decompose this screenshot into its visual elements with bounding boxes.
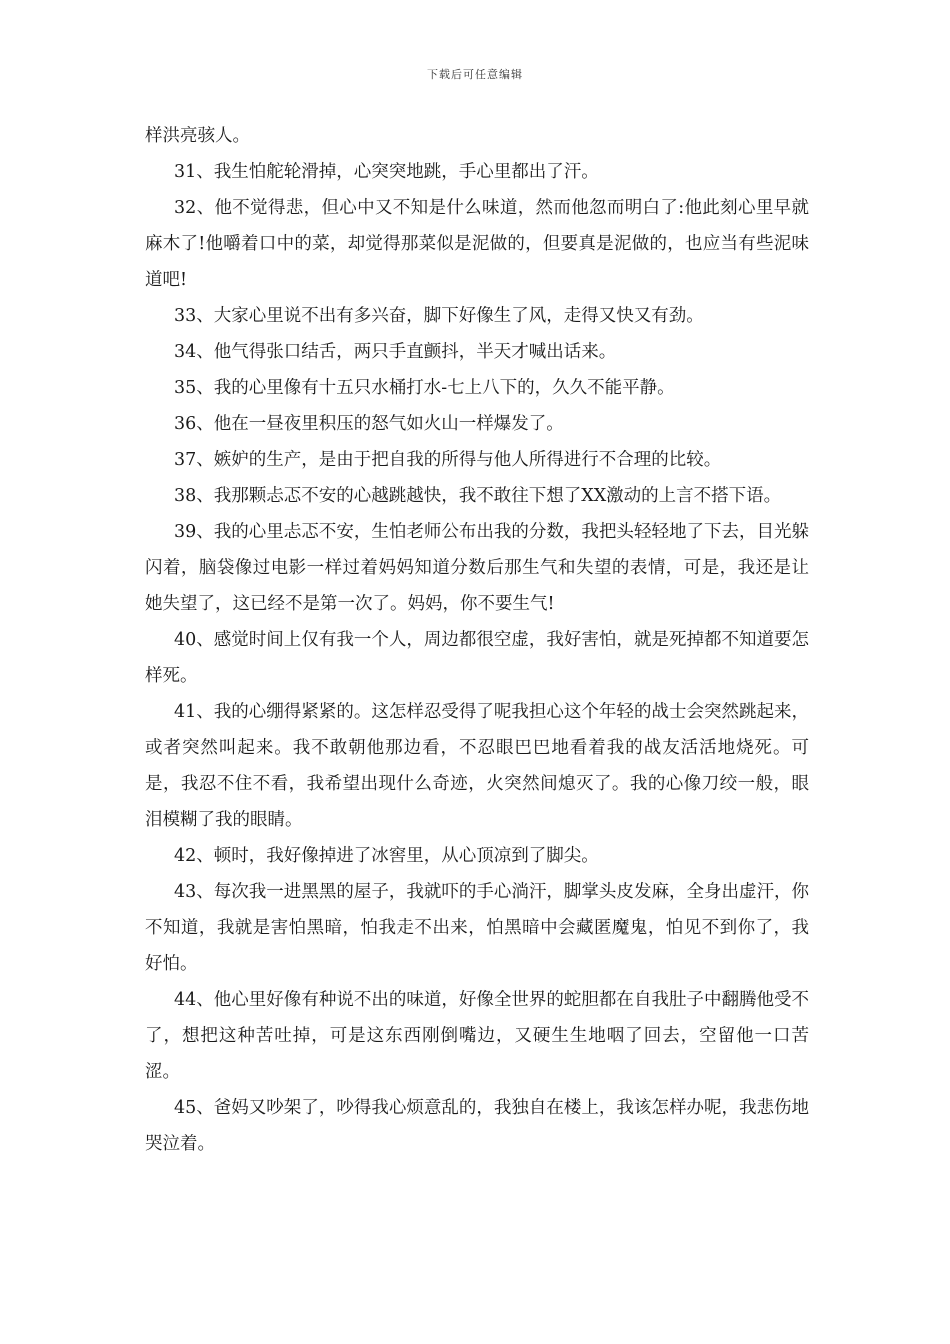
paragraph: 43、每次我一进黑黑的屋子，我就吓的手心淌汗，脚掌头皮发麻，全身出虚汗，你不知道，我就是害怕黑暗，怕我走不出来，怕黑暗中会藏匿魔鬼，怕见不到你了，我好怕。 [145,882,809,974]
page-header: 下载后可任意编辑 [427,68,523,81]
paragraph: 33、大家心里说不出有多兴奋，脚下好像生了风，走得又快又有劲。 [174,306,704,326]
document-body [145,118,809,1162]
paragraph: 37、嫉妒的生产，是由于把自我的所得与他人所得进行不合理的比较。 [174,450,722,470]
paragraph: 32、他不觉得悲，但心中又不知是什么味道，然而他忽而明白了:他此刻心里早就麻木了!他嚼着口中的菜，却觉得那菜似是泥做的，但要真是泥做的，也应当有些泥味道吧! [145,198,809,290]
paragraph: 31、我生怕舵轮滑掉，心突突地跳，手心里都出了汗。 [174,162,599,182]
paragraph: 35、我的心里像有十五只水桶打水-七上八下的，久久不能平静。 [174,378,675,398]
paragraph: 39、我的心里忐忑不安，生怕老师公布出我的分数，我把头轻轻地了下去，目光躲闪着，脑袋像过电影一样过着妈妈知道分数后那生气和失望的表情，可是，我还是让她失望了，这已经不是第一次了。妈妈，你不要生气! [145,522,809,614]
paragraph: 44、他心里好像有种说不出的味道，好像全世界的蛇胆都在自我肚子中翻腾他受不了，想把这种苦吐掉，可是这东西刚倒嘴边，又硬生生地咽了回去，空留他一口苦涩。 [145,990,809,1082]
paragraph: 41、我的心绷得紧紧的。这怎样忍受得了呢我担心这个年轻的战士会突然跳起来，或者突然叫起来。我不敢朝他那边看，不忍眼巴巴地看着我的战友活活地烧死。可是，我忍不住不看，我希望出现什么奇迹，火突然间熄灭了。我的心像刀绞一般，眼泪模糊了我的眼睛。 [145,702,809,830]
paragraph: 36、他在一昼夜里积压的怒气如火山一样爆发了。 [174,414,564,434]
paragraph: 样洪亮骇人。 [145,126,250,146]
paragraph: 42、顿时，我好像掉进了冰窖里，从心顶凉到了脚尖。 [174,846,599,866]
paragraph: 34、他气得张口结舌，两只手直颤抖，半天才喊出话来。 [174,342,617,362]
paragraph: 40、感觉时间上仅有我一个人，周边都很空虚，我好害怕，就是死掉都不知道要怎样死。 [145,630,809,686]
paragraph: 38、我那颗忐忑不安的心越跳越快，我不敢往下想了XX激动的上言不搭下语。 [174,486,782,506]
paragraph: 45、爸妈又吵架了，吵得我心烦意乱的，我独自在楼上，我该怎样办呢，我悲伤地哭泣着。 [145,1098,809,1154]
